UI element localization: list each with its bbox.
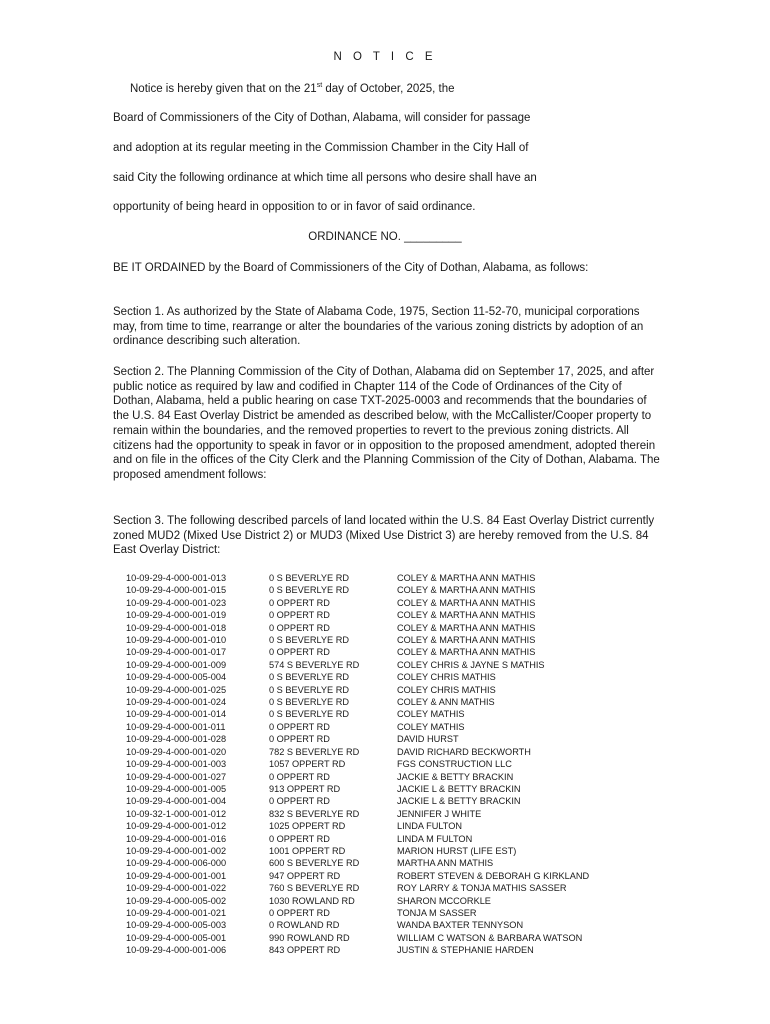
table-row bbox=[126, 646, 637, 658]
notice-line: and adoption at its regular meeting in the Commission Chamber in the City Hall of bbox=[113, 142, 529, 154]
table-row bbox=[126, 808, 637, 820]
table-row bbox=[126, 882, 637, 894]
parcel-table bbox=[126, 572, 637, 957]
parcel-number: 10-09-29-4-000-001-003 bbox=[126, 759, 227, 770]
parcel-address: 0 OPPERT RD bbox=[269, 796, 330, 807]
table-row bbox=[126, 733, 637, 745]
parcel-address: 760 S BEVERLYE RD bbox=[269, 883, 360, 894]
parcel-number: 10-09-29-4-000-001-001 bbox=[126, 870, 227, 881]
parcel-address: 913 OPPERT RD bbox=[269, 783, 341, 794]
parcel-owner: MARTHA ANN MATHIS bbox=[397, 858, 494, 869]
parcel-number: 10-09-29-4-000-001-018 bbox=[126, 622, 227, 633]
parcel-owner: JACKIE & BETTY BRACKIN bbox=[397, 771, 514, 782]
parcel-address: 843 OPPERT RD bbox=[269, 945, 341, 956]
parcel-owner: LINDA M FULTON bbox=[397, 833, 473, 844]
ordained-paragraph bbox=[113, 261, 661, 276]
parcel-owner: COLEY & MARTHA ANN MATHIS bbox=[397, 647, 536, 658]
parcel-address: 0 OPPERT RD bbox=[269, 647, 330, 658]
parcel-number: 10-09-29-4-000-001-023 bbox=[126, 597, 227, 608]
parcel-address: 0 S BEVERLYE RD bbox=[269, 672, 349, 683]
notice-first-line-start: Notice is hereby given that on the 21 bbox=[130, 83, 317, 95]
table-row bbox=[126, 684, 637, 696]
parcel-owner: COLEY & ANN MATHIS bbox=[397, 697, 495, 708]
parcel-address: 0 OPPERT RD bbox=[269, 734, 330, 745]
parcel-address: 1025 OPPERT RD bbox=[269, 821, 346, 832]
table-row bbox=[126, 622, 637, 634]
table-row bbox=[126, 783, 637, 795]
parcel-number: 10-09-29-4-000-001-028 bbox=[126, 734, 227, 745]
parcel-owner: SHARON MCCORKLE bbox=[397, 895, 491, 906]
parcel-number: 10-09-29-4-000-001-012 bbox=[126, 821, 227, 832]
section-3 bbox=[113, 514, 661, 558]
parcel-address: 947 OPPERT RD bbox=[269, 870, 341, 881]
parcel-address: 0 S BEVERLYE RD bbox=[269, 709, 349, 720]
parcel-number: 10-09-29-4-000-001-014 bbox=[126, 709, 227, 720]
table-row bbox=[126, 721, 637, 733]
table-row bbox=[126, 758, 637, 770]
notice-line: Board of Commissioners of the City of Dothan, Alabama, will consider for passage bbox=[113, 112, 531, 124]
parcel-number: 10-09-29-4-000-001-004 bbox=[126, 796, 227, 807]
table-row bbox=[126, 944, 637, 956]
parcel-owner: DAVID HURST bbox=[397, 734, 459, 745]
table-row bbox=[126, 708, 637, 720]
parcel-number: 10-09-32-1-000-001-012 bbox=[126, 808, 227, 819]
parcel-number: 10-09-29-4-000-005-003 bbox=[126, 920, 227, 931]
parcel-address: 0 OPPERT RD bbox=[269, 597, 330, 608]
parcel-address: 782 S BEVERLYE RD bbox=[269, 746, 360, 757]
table-row bbox=[126, 907, 637, 919]
parcel-number: 10-09-29-4-000-001-016 bbox=[126, 833, 227, 844]
table-row bbox=[126, 795, 637, 807]
parcel-owner: JUSTIN & STEPHANIE HARDEN bbox=[397, 945, 534, 956]
parcel-owner: TONJA M SASSER bbox=[397, 907, 477, 918]
ordinal-suffix: st bbox=[316, 82, 323, 89]
section-2-text: Section 2. The Planning Commission of the City of Dothan, Alabama did on September 17, 2025, and after public notice as required by law and codified in Chapter 114 of the Code of Ordinances of the City of Dothan, Alabama, held a public hearing on case TXT-2025-0003 and recommends that the boundaries of the U.S. 84 East Overlay District be amended as described below, with the McCallister/Cooper property to remain within the boundaries, and the removed properties to revert to the previous zoning districts. All citizens had the opportunity to speak in favor or in opposition to the proposed amendment, adopted therein and on file in the offices of the City Clerk and the Planning Commission of the City of Dothan, Alabama. The proposed amendment follows: bbox=[113, 366, 660, 481]
table-row bbox=[126, 932, 637, 944]
parcel-number: 10-09-29-4-000-001-009 bbox=[126, 659, 227, 670]
parcel-owner: MARION HURST (LIFE EST) bbox=[397, 845, 517, 856]
table-row bbox=[126, 634, 637, 646]
parcel-address: 0 OPPERT RD bbox=[269, 610, 330, 621]
parcel-address: 1057 OPPERT RD bbox=[269, 759, 346, 770]
parcel-owner: WANDA BAXTER TENNYSON bbox=[397, 920, 524, 931]
parcel-owner: COLEY MATHIS bbox=[397, 709, 465, 720]
ordinance-number: ORDINANCE NO. _________ bbox=[308, 231, 462, 243]
table-row bbox=[126, 919, 637, 931]
parcel-owner: JACKIE L & BETTY BRACKIN bbox=[397, 796, 521, 807]
parcel-address: 0 ROWLAND RD bbox=[269, 920, 340, 931]
table-row bbox=[126, 820, 637, 832]
table-row bbox=[126, 833, 637, 845]
table-row bbox=[126, 870, 637, 882]
parcel-number: 10-09-29-4-000-001-027 bbox=[126, 771, 227, 782]
parcel-owner: COLEY MATHIS bbox=[397, 721, 465, 732]
notice-first-line-end: day of October, 2025, the bbox=[322, 83, 455, 95]
parcel-number: 10-09-29-4-000-001-021 bbox=[126, 907, 227, 918]
parcel-number: 10-09-29-4-000-001-013 bbox=[126, 573, 227, 583]
table-row bbox=[126, 771, 637, 783]
ordained-text: BE IT ORDAINED by the Board of Commissioners of the City of Dothan, Alabama, as follows: bbox=[113, 262, 589, 274]
parcel-number: 10-09-29-4-000-005-004 bbox=[126, 672, 227, 683]
parcel-number: 10-09-29-4-000-001-010 bbox=[126, 635, 227, 646]
parcel-owner: JENNIFER J WHITE bbox=[397, 808, 482, 819]
parcel-owner: LINDA FULTON bbox=[397, 821, 463, 832]
section-1-text: Section 1. As authorized by the State of Alabama Code, 1975, Section 11-52-70, municipal corporations may, from time to time, rearrange or alter the boundaries of the various zoning districts by adoption of an ordinance describing such alteration. bbox=[113, 306, 644, 348]
parcel-address: 0 S BEVERLYE RD bbox=[269, 573, 349, 583]
parcel-address: 600 S BEVERLYE RD bbox=[269, 858, 360, 869]
section-2 bbox=[113, 365, 661, 483]
parcel-address: 574 S BEVERLYE RD bbox=[269, 659, 360, 670]
parcel-owner: COLEY & MARTHA ANN MATHIS bbox=[397, 597, 536, 608]
parcel-number: 10-09-29-4-000-001-019 bbox=[126, 610, 227, 621]
parcel-address: 0 OPPERT RD bbox=[269, 622, 330, 633]
parcel-owner: COLEY CHRIS MATHIS bbox=[397, 672, 496, 683]
parcel-number: 10-09-29-4-000-001-006 bbox=[126, 945, 227, 956]
parcel-number: 10-09-29-4-000-005-002 bbox=[126, 895, 227, 906]
parcel-number: 10-09-29-4-000-001-025 bbox=[126, 684, 227, 695]
parcel-owner: WILLIAM C WATSON & BARBARA WATSON bbox=[397, 932, 583, 943]
notice-line: said City the following ordinance at which time all persons who desire shall have an bbox=[113, 172, 537, 184]
parcel-address: 0 S BEVERLYE RD bbox=[269, 684, 349, 695]
table-row bbox=[126, 845, 637, 857]
parcel-owner: COLEY & MARTHA ANN MATHIS bbox=[397, 585, 536, 596]
parcel-number: 10-09-29-4-000-001-020 bbox=[126, 746, 227, 757]
notice-first-line bbox=[130, 82, 454, 95]
parcel-owner: ROY LARRY & TONJA MATHIS SASSER bbox=[397, 883, 567, 894]
parcel-owner: COLEY & MARTHA ANN MATHIS bbox=[397, 610, 536, 621]
table-row bbox=[126, 857, 637, 869]
parcel-number: 10-09-29-4-000-006-000 bbox=[126, 858, 227, 869]
parcel-address: 1001 OPPERT RD bbox=[269, 845, 346, 856]
parcel-number: 10-09-29-4-000-005-001 bbox=[126, 932, 227, 943]
parcel-number: 10-09-29-4-000-001-017 bbox=[126, 647, 227, 658]
parcel-owner: COLEY & MARTHA ANN MATHIS bbox=[397, 622, 536, 633]
notice-heading: N O T I C E bbox=[333, 51, 437, 63]
parcel-address: 990 ROWLAND RD bbox=[269, 932, 350, 943]
table-row bbox=[126, 572, 637, 584]
table-row bbox=[126, 895, 637, 907]
parcel-owner: COLEY CHRIS & JAYNE S MATHIS bbox=[397, 659, 545, 670]
table-row bbox=[126, 609, 637, 621]
parcel-address: 1030 ROWLAND RD bbox=[269, 895, 355, 906]
parcel-owner: COLEY & MARTHA ANN MATHIS bbox=[397, 635, 536, 646]
notice-line: opportunity of being heard in opposition to or in favor of said ordinance. bbox=[113, 201, 476, 213]
section-1 bbox=[113, 305, 661, 349]
section-3-text: Section 3. The following described parcels of land located within the U.S. 84 East Overlay District currently zoned MUD2 (Mixed Use District 2) or MUD3 (Mixed Use District 3) are hereby removed from the U.S. 84 East Overlay District: bbox=[113, 515, 655, 557]
parcel-address: 0 OPPERT RD bbox=[269, 771, 330, 782]
parcel-address: 0 OPPERT RD bbox=[269, 907, 330, 918]
table-row bbox=[126, 584, 637, 596]
parcel-number: 10-09-29-4-000-001-024 bbox=[126, 697, 227, 708]
parcel-address: 832 S BEVERLYE RD bbox=[269, 808, 360, 819]
parcel-owner: JACKIE L & BETTY BRACKIN bbox=[397, 783, 521, 794]
parcel-number: 10-09-29-4-000-001-011 bbox=[126, 721, 226, 732]
parcel-address: 0 S BEVERLYE RD bbox=[269, 585, 349, 596]
table-row bbox=[126, 746, 637, 758]
parcel-owner: FGS CONSTRUCTION LLC bbox=[397, 759, 512, 770]
parcel-address: 0 OPPERT RD bbox=[269, 721, 330, 732]
parcel-number: 10-09-29-4-000-001-022 bbox=[126, 883, 227, 894]
table-row bbox=[126, 597, 637, 609]
parcel-number: 10-09-29-4-000-001-005 bbox=[126, 783, 227, 794]
parcel-address: 0 OPPERT RD bbox=[269, 833, 330, 844]
parcel-owner: ROBERT STEVEN & DEBORAH G KIRKLAND bbox=[397, 870, 590, 881]
parcel-address: 0 S BEVERLYE RD bbox=[269, 697, 349, 708]
parcel-owner: COLEY & MARTHA ANN MATHIS bbox=[397, 573, 536, 583]
parcel-number: 10-09-29-4-000-001-015 bbox=[126, 585, 227, 596]
parcel-address: 0 S BEVERLYE RD bbox=[269, 635, 349, 646]
table-row bbox=[126, 696, 637, 708]
parcel-owner: COLEY CHRIS MATHIS bbox=[397, 684, 496, 695]
table-row bbox=[126, 659, 637, 671]
table-row bbox=[126, 671, 637, 683]
parcel-owner: DAVID RICHARD BECKWORTH bbox=[397, 746, 531, 757]
parcel-number: 10-09-29-4-000-001-002 bbox=[126, 845, 227, 856]
